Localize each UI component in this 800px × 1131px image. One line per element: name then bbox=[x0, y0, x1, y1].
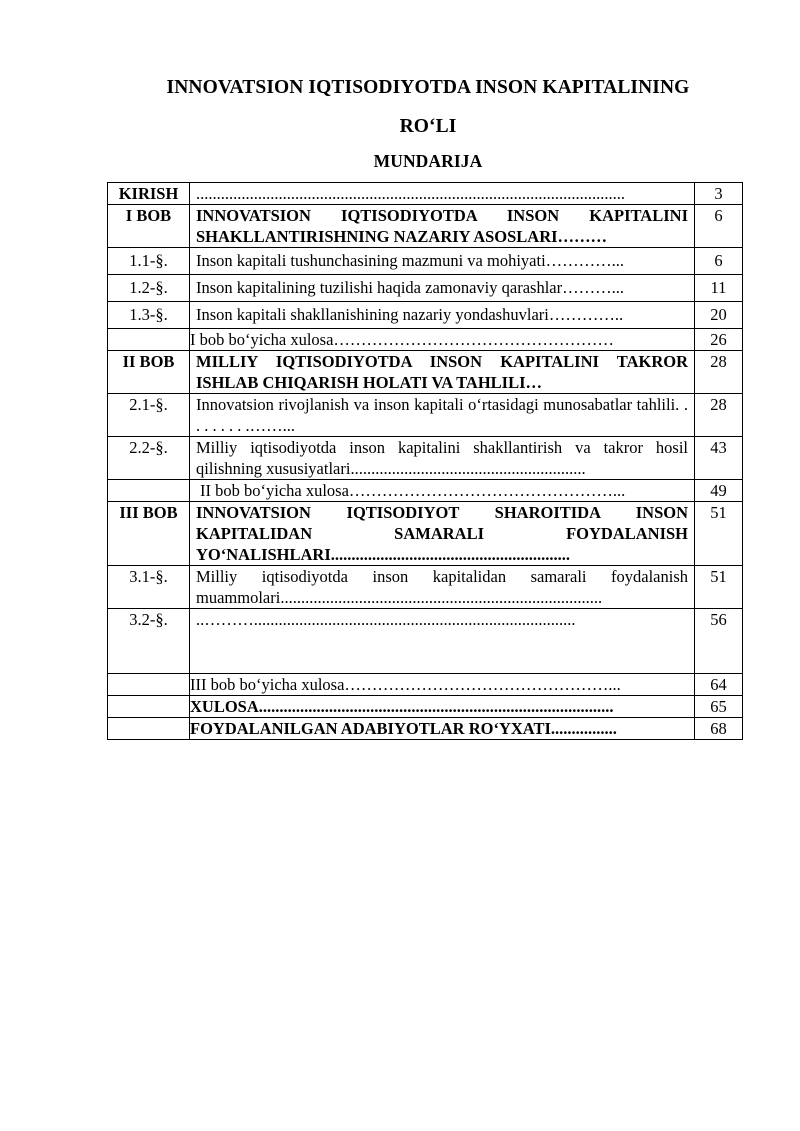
toc-label: II BOB bbox=[108, 351, 190, 394]
toc-page: 3 bbox=[695, 183, 743, 205]
toc-row-chapter-3-summary[interactable] bbox=[108, 674, 743, 696]
document-title-line-2: RO‘LI bbox=[399, 116, 457, 137]
toc-page: 26 bbox=[695, 329, 743, 351]
toc-row-section-1-3[interactable] bbox=[108, 302, 743, 329]
toc-label bbox=[108, 674, 190, 696]
toc-label: 2.1-§. bbox=[108, 394, 190, 437]
toc-row-section-2-2[interactable] bbox=[108, 437, 743, 480]
toc-entry: Milliy iqtisodiyotda inson kapitalidan samarali foydalanish muammolari.............................................................................. bbox=[190, 566, 695, 609]
toc-row-section-1-1[interactable] bbox=[108, 248, 743, 275]
table-of-contents bbox=[107, 182, 743, 740]
toc-row-conclusion[interactable] bbox=[108, 696, 743, 718]
references-title: FOYDALANILGAN ADABIYOTLAR RO‘YXATI................ bbox=[190, 719, 617, 738]
toc-label: 3.2-§. bbox=[108, 609, 190, 674]
toc-label: KIRISH bbox=[108, 183, 190, 205]
document-title-line-1: INNOVATSION IQTISODIYOTDA INSON KAPITALINING bbox=[166, 77, 690, 98]
toc-row-chapter-3[interactable] bbox=[108, 502, 743, 566]
toc-entry: XULOSA...................................................................................... bbox=[190, 696, 695, 718]
toc-label: 2.2-§. bbox=[108, 437, 190, 480]
toc-entry bbox=[190, 718, 695, 740]
toc-entry: Inson kapitali tushunchasining mazmuni va mohiyati…………... bbox=[190, 248, 695, 275]
toc-page: 28 bbox=[695, 351, 743, 394]
toc-label: 3.1-§. bbox=[108, 566, 190, 609]
toc-row-references[interactable] bbox=[108, 718, 743, 740]
toc-entry: INNOVATSION IQTISODIYOTDA INSON KAPITALINI SHAKLLANTIRISHNING NAZARIY ASOSLARI……… bbox=[190, 205, 695, 248]
toc-entry: ........................................................................................................ bbox=[190, 183, 695, 205]
toc-page: 6 bbox=[695, 205, 743, 248]
toc-row-section-3-2[interactable] bbox=[108, 609, 743, 674]
toc-entry: MILLIY IQTISODIYOTDA INSON KAPITALINI TAKROR ISHLAB CHIQARISH HOLATI VA TAHLILI… bbox=[190, 351, 695, 394]
toc-page: 43 bbox=[695, 437, 743, 480]
toc-page: 49 bbox=[695, 480, 743, 502]
toc-label: III BOB bbox=[108, 502, 190, 566]
toc-entry: ..……….............................................................................. bbox=[190, 609, 695, 674]
toc-row-chapter-2[interactable] bbox=[108, 351, 743, 394]
toc-row-kirish[interactable] bbox=[108, 183, 743, 205]
toc-row-chapter-1-summary[interactable] bbox=[108, 329, 743, 351]
toc-page: 68 bbox=[695, 718, 743, 740]
toc-row-chapter-1[interactable] bbox=[108, 205, 743, 248]
toc-entry: II bob bo‘yicha xulosa…………………………………………... bbox=[190, 480, 695, 502]
toc-row-chapter-2-summary[interactable] bbox=[108, 480, 743, 502]
toc-label bbox=[108, 696, 190, 718]
toc-entry: Inson kapitali shakllanishining nazariy yondashuvlari………….. bbox=[190, 302, 695, 329]
toc-page: 51 bbox=[695, 502, 743, 566]
toc-row-section-2-1[interactable] bbox=[108, 394, 743, 437]
toc-entry: Innovatsion rivojlanish va inson kapitali o‘rtasidagi munosabatlar tahlili. . . . . . . . .……... bbox=[190, 394, 695, 437]
toc-page: 20 bbox=[695, 302, 743, 329]
toc-entry: Milliy iqtisodiyotda inson kapitalini shakllantirish va takror hosil qilishning xususiyatlari......................................................... bbox=[190, 437, 695, 480]
toc-row-section-1-2[interactable] bbox=[108, 275, 743, 302]
toc-label: 1.3-§. bbox=[108, 302, 190, 329]
toc-page: 11 bbox=[695, 275, 743, 302]
toc-row-section-3-1[interactable] bbox=[108, 566, 743, 609]
toc-label: I BOB bbox=[108, 205, 190, 248]
toc-page: 56 bbox=[695, 609, 743, 674]
toc-entry: III bob bo‘yicha xulosa…………………………………………... bbox=[190, 674, 695, 696]
toc-entry: I bob bo‘yicha xulosa…………………………………………… bbox=[190, 329, 695, 351]
toc-page: 65 bbox=[695, 696, 743, 718]
toc-label: 1.2-§. bbox=[108, 275, 190, 302]
toc-page: 64 bbox=[695, 674, 743, 696]
toc-label: 1.1-§. bbox=[108, 248, 190, 275]
toc-page: 51 bbox=[695, 566, 743, 609]
table-of-contents-heading: MUNDARIJA bbox=[373, 151, 483, 171]
toc-entry: Inson kapitalining tuzilishi haqida zamonaviy qarashlar………... bbox=[190, 275, 695, 302]
toc-label bbox=[108, 480, 190, 502]
toc-entry: INNOVATSION IQTISODIYOT SHAROITIDA INSON KAPITALIDAN SAMARALI FOYDALANISH YO‘NALISHLARI.......................................................... bbox=[190, 502, 695, 566]
toc-page: 28 bbox=[695, 394, 743, 437]
toc-label bbox=[108, 718, 190, 740]
toc-page: 6 bbox=[695, 248, 743, 275]
toc-label bbox=[108, 329, 190, 351]
